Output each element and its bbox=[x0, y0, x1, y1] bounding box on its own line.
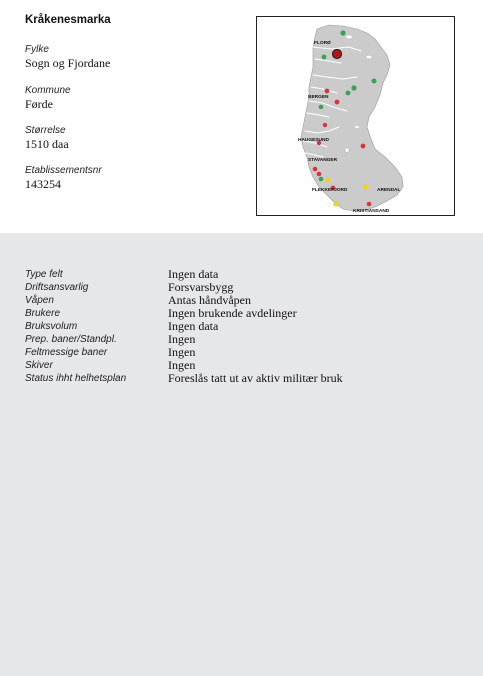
city-label-arendal: ARENDAL bbox=[377, 188, 401, 193]
field-storrelse bbox=[25, 125, 69, 151]
details-label: Prep. baner/Standpl. bbox=[25, 334, 117, 345]
details-row-feltmessige-baner bbox=[25, 346, 465, 359]
marker-red bbox=[335, 100, 340, 105]
details-row-status bbox=[25, 372, 465, 385]
marker-red bbox=[323, 123, 327, 127]
marker-green bbox=[340, 30, 345, 35]
location-map bbox=[256, 16, 455, 216]
marker-green bbox=[319, 177, 324, 182]
marker-green bbox=[372, 79, 377, 84]
details-label: Brukere bbox=[25, 308, 61, 319]
city-label-haugesund: HAUGESUND bbox=[298, 138, 329, 143]
details-row-prep-baner bbox=[25, 333, 465, 346]
marker-red bbox=[325, 89, 330, 94]
details-label: Bruksvolum bbox=[25, 321, 78, 332]
marker-red bbox=[361, 144, 366, 149]
city-label-kristiansand: KRISTIANSAND bbox=[353, 209, 390, 214]
marker-green bbox=[319, 105, 324, 110]
map-land bbox=[301, 25, 403, 211]
selected-facility-marker bbox=[332, 49, 341, 58]
marker-red bbox=[367, 202, 372, 207]
details-row-bruksvolum bbox=[25, 320, 465, 333]
details-value: Ingen bbox=[168, 332, 196, 346]
field-label: Etablissementsnr bbox=[25, 165, 102, 176]
details-label: Driftsansvarlig bbox=[25, 282, 89, 293]
field-value: 143254 bbox=[25, 177, 61, 191]
marker-yellow bbox=[363, 184, 368, 189]
page-title: Kråkenesmarka bbox=[25, 14, 111, 26]
details-value: Forsvarsbygg bbox=[168, 280, 234, 294]
field-label: Kommune bbox=[25, 85, 71, 96]
details-value: Ingen bbox=[168, 345, 196, 359]
field-label: Fylke bbox=[25, 44, 49, 55]
marker-yellow bbox=[325, 177, 330, 182]
details-row-brukere bbox=[25, 307, 465, 320]
details-value: Ingen bbox=[168, 358, 196, 372]
details-row-type-felt bbox=[25, 268, 465, 281]
marker-yellow bbox=[334, 202, 339, 207]
marker-white bbox=[345, 148, 350, 153]
field-etablissementsnr bbox=[25, 165, 102, 191]
details-label: Type felt bbox=[25, 269, 63, 280]
marker-green bbox=[351, 85, 356, 90]
details-value: Antas håndvåpen bbox=[168, 293, 251, 307]
details-value: Ingen data bbox=[168, 319, 219, 333]
details-value: Foreslås tatt ut av aktiv militær bruk bbox=[168, 371, 343, 385]
details-value: Ingen data bbox=[168, 267, 219, 281]
details-label: Våpen bbox=[25, 295, 54, 306]
field-label: Størrelse bbox=[25, 125, 66, 136]
details-value: Ingen brukende avdelinger bbox=[168, 306, 297, 320]
details-label: Skiver bbox=[25, 360, 53, 371]
city-label-flekkefjord: FLEKKEFJORD bbox=[312, 188, 348, 193]
map-graphic bbox=[257, 17, 454, 215]
field-value: 1510 daa bbox=[25, 137, 69, 151]
city-label-bergen: BERGEN bbox=[308, 95, 329, 100]
city-label-stavanger: STAVANGER bbox=[308, 158, 338, 163]
marker-green bbox=[322, 55, 327, 60]
marker-green bbox=[346, 91, 351, 96]
marker-red bbox=[313, 167, 318, 172]
field-value: Sogn og Fjordane bbox=[25, 56, 111, 70]
details-label: Status ihht helhetsplan bbox=[25, 373, 127, 384]
field-value: Førde bbox=[25, 97, 53, 111]
marker-red bbox=[317, 172, 322, 177]
city-label-florø: FLORØ bbox=[314, 41, 331, 46]
details-label: Feltmessige baner bbox=[25, 347, 108, 358]
details-table bbox=[25, 268, 465, 385]
field-fylke bbox=[25, 44, 110, 70]
field-kommune bbox=[25, 85, 71, 111]
